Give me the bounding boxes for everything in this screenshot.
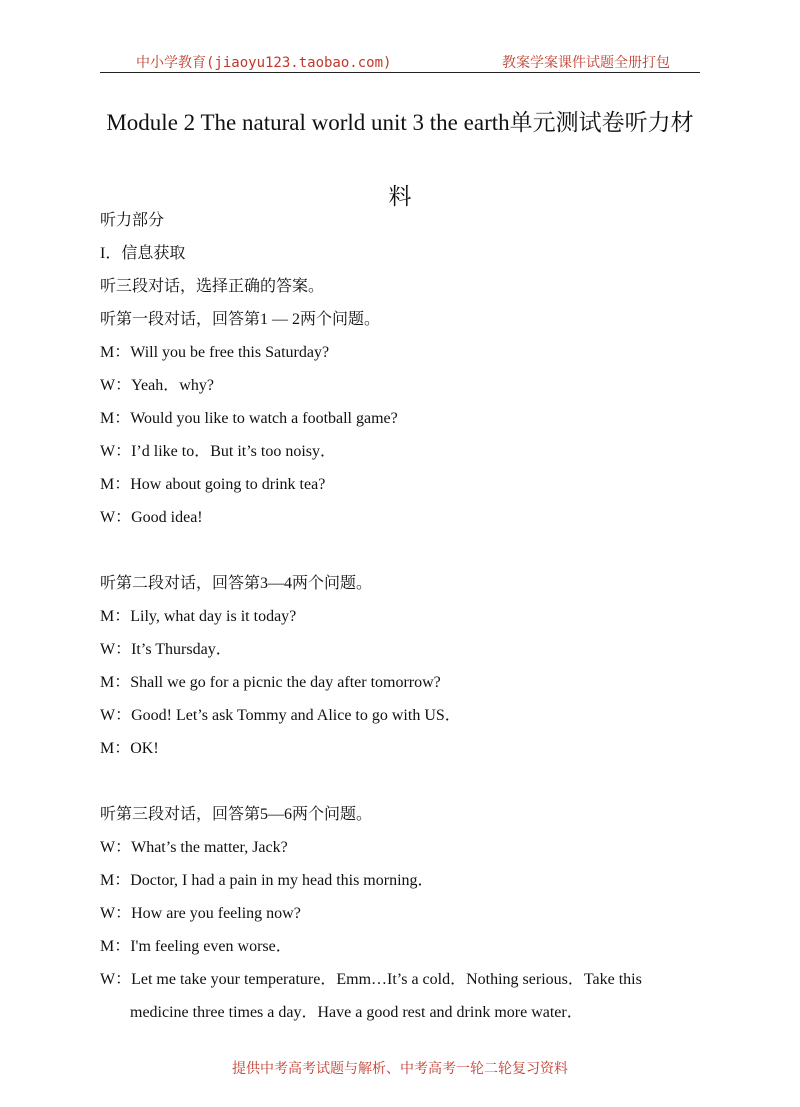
dialogue-line: W：How are you feeling now?: [100, 905, 301, 922]
spacer: [100, 537, 700, 570]
header-left-text: 中小学教育(jiaoyu123.taobao.com): [136, 55, 392, 71]
dialogue-line: M：Shall we go for a picnic the day after tomorrow?: [100, 674, 441, 691]
dialogue-3-heading: 听第三段对话，回答第5—6两个问题。: [100, 806, 373, 823]
page-footer: 提供中考高考试题与解析、中考高考一轮二轮复习资料: [232, 1061, 568, 1077]
dialogue-line: W：Yeah．why?: [100, 377, 214, 394]
dialogue-line: W：I’d like to．But it’s too noisy．: [100, 443, 336, 460]
dialogue-line: W：What’s the matter, Jack?: [100, 839, 288, 856]
section-heading: 听力部分: [100, 212, 165, 229]
dialogue-line: W：Good! Let’s ask Tommy and Alice to go with US．: [100, 707, 461, 724]
dialogue-line: M：How about going to drink tea?: [100, 476, 326, 493]
header-right-text: 教案学案课件试题全册打包: [502, 55, 670, 71]
document-body: [100, 207, 700, 1032]
dialogue-line: W：Good idea!: [100, 509, 203, 526]
dialogue-line: M：Lily, what day is it today?: [100, 608, 297, 625]
dialogue-line-continuation: medicine three times a day．Have a good rest and drink more water．: [130, 1004, 583, 1021]
dialogue-line: M：Would you like to watch a football game?: [100, 410, 398, 427]
instruction: 听三段对话，选择正确的答案。: [100, 278, 325, 295]
dialogue-line: M：I'm feeling even worse．: [100, 938, 292, 955]
page-header: [100, 50, 700, 73]
dialogue-line: W：Let me take your temperature．Emm…It’s a cold．Nothing serious．Take this: [100, 971, 642, 988]
dialogue-1-heading: 听第一段对话，回答第1 — 2两个问题。: [100, 311, 381, 328]
dialogue-2-heading: 听第二段对话，回答第3—4两个问题。: [100, 575, 373, 592]
dialogue-line: M：Doctor, I had a pain in my head this morning．: [100, 872, 434, 889]
document-title: Module 2 The natural world unit 3 the earth单元测试卷听力材料: [106, 110, 694, 209]
part-heading: I．信息获取: [100, 245, 186, 262]
dialogue-line: M：OK!: [100, 740, 159, 757]
dialogue-line: W：It’s Thursday．: [100, 641, 232, 658]
spacer: [100, 768, 700, 801]
dialogue-line: M：Will you be free this Saturday?: [100, 344, 330, 361]
